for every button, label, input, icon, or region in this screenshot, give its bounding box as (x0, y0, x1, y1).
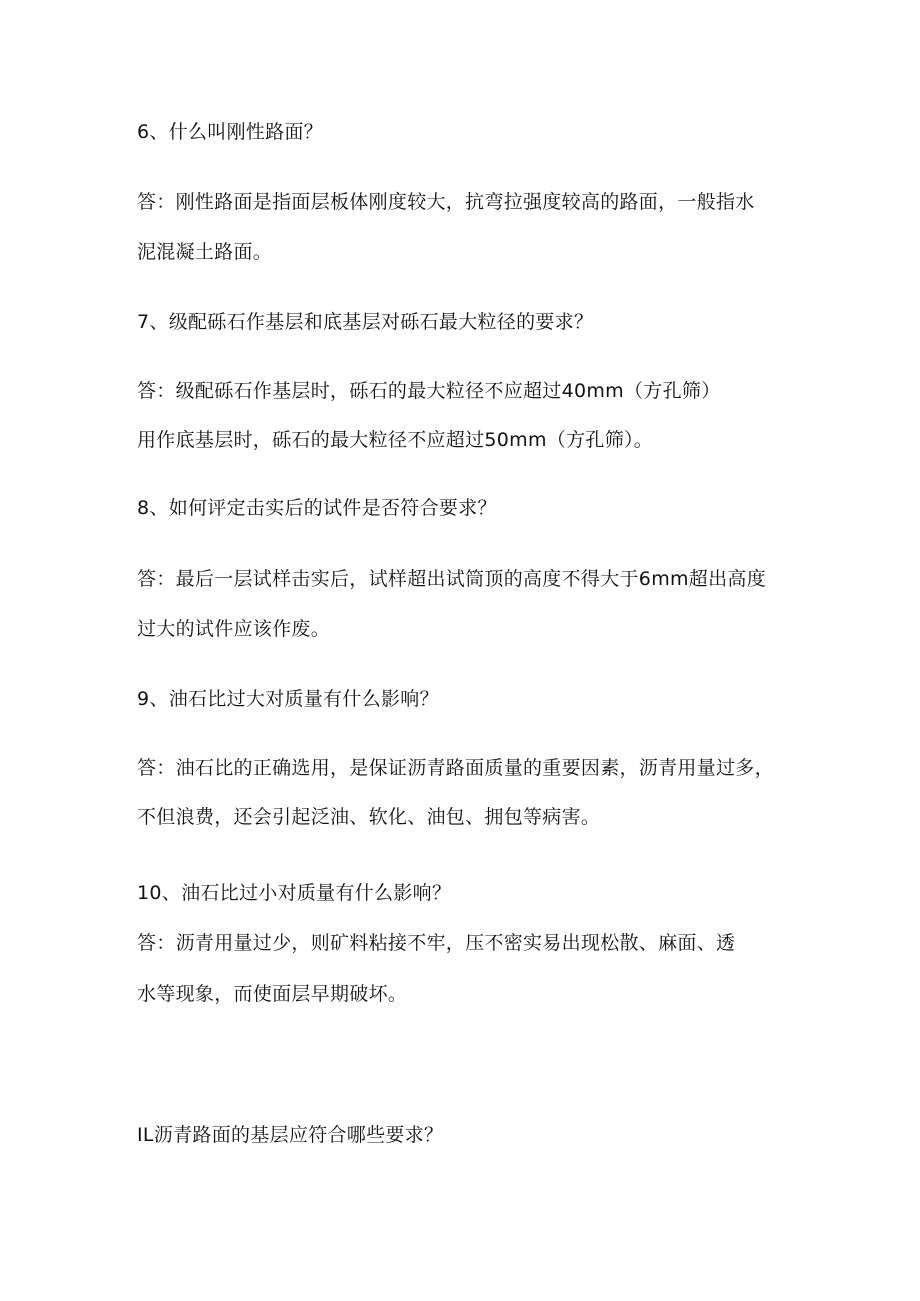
question-9: 9、油石比过大对质量有什么影响？ (137, 688, 439, 710)
answer-7-line-2: 用作底基层时，砾石的最大粒径不应超过50mm（方孔筛）。 (137, 429, 654, 451)
answer-9-line-1: 答：油石比的正确选用，是保证沥青路面质量的重要因素，沥青用量过多， (137, 757, 774, 779)
answer-9-line-2: 不但浪费，还会引起泛油、软化、油包、拥包等病害。 (137, 806, 601, 828)
answer-10-line-1: 答：沥青用量过少，则矿料粘接不牢，压不密实易出现松散、麻面、透 (137, 932, 736, 954)
question-7: 7、级配砾石作基层和底基层对砾石最大粒径的要求？ (137, 311, 594, 333)
answer-10-line-2: 水等现象，而使面层早期破坏。 (137, 983, 408, 1005)
question-8: 8、如何评定击实后的试件是否符合要求？ (137, 497, 497, 519)
question-11: IL沥青路面的基层应符合哪些要求？ (137, 1124, 444, 1146)
question-6: 6、什么叫刚性路面？ (137, 121, 324, 143)
question-10: 10、油石比过小对质量有什么影响？ (137, 882, 452, 904)
answer-6-line-1: 答：刚性路面是指面层板体刚度较大，抗弯拉强度较高的路面，一般指水 (137, 191, 755, 213)
answer-7-line-1: 答：级配砾石作基层时，砾石的最大粒径不应超过40mm（方孔筛） (137, 380, 721, 402)
answer-6-line-2: 泥混凝土路面。 (137, 241, 273, 263)
answer-8-line-2: 过大的试件应该作废。 (137, 618, 331, 640)
answer-8-line-1: 答：最后一层试样击实后，试样超出试筒顶的高度不得大于6mm超出高度 (137, 568, 767, 590)
